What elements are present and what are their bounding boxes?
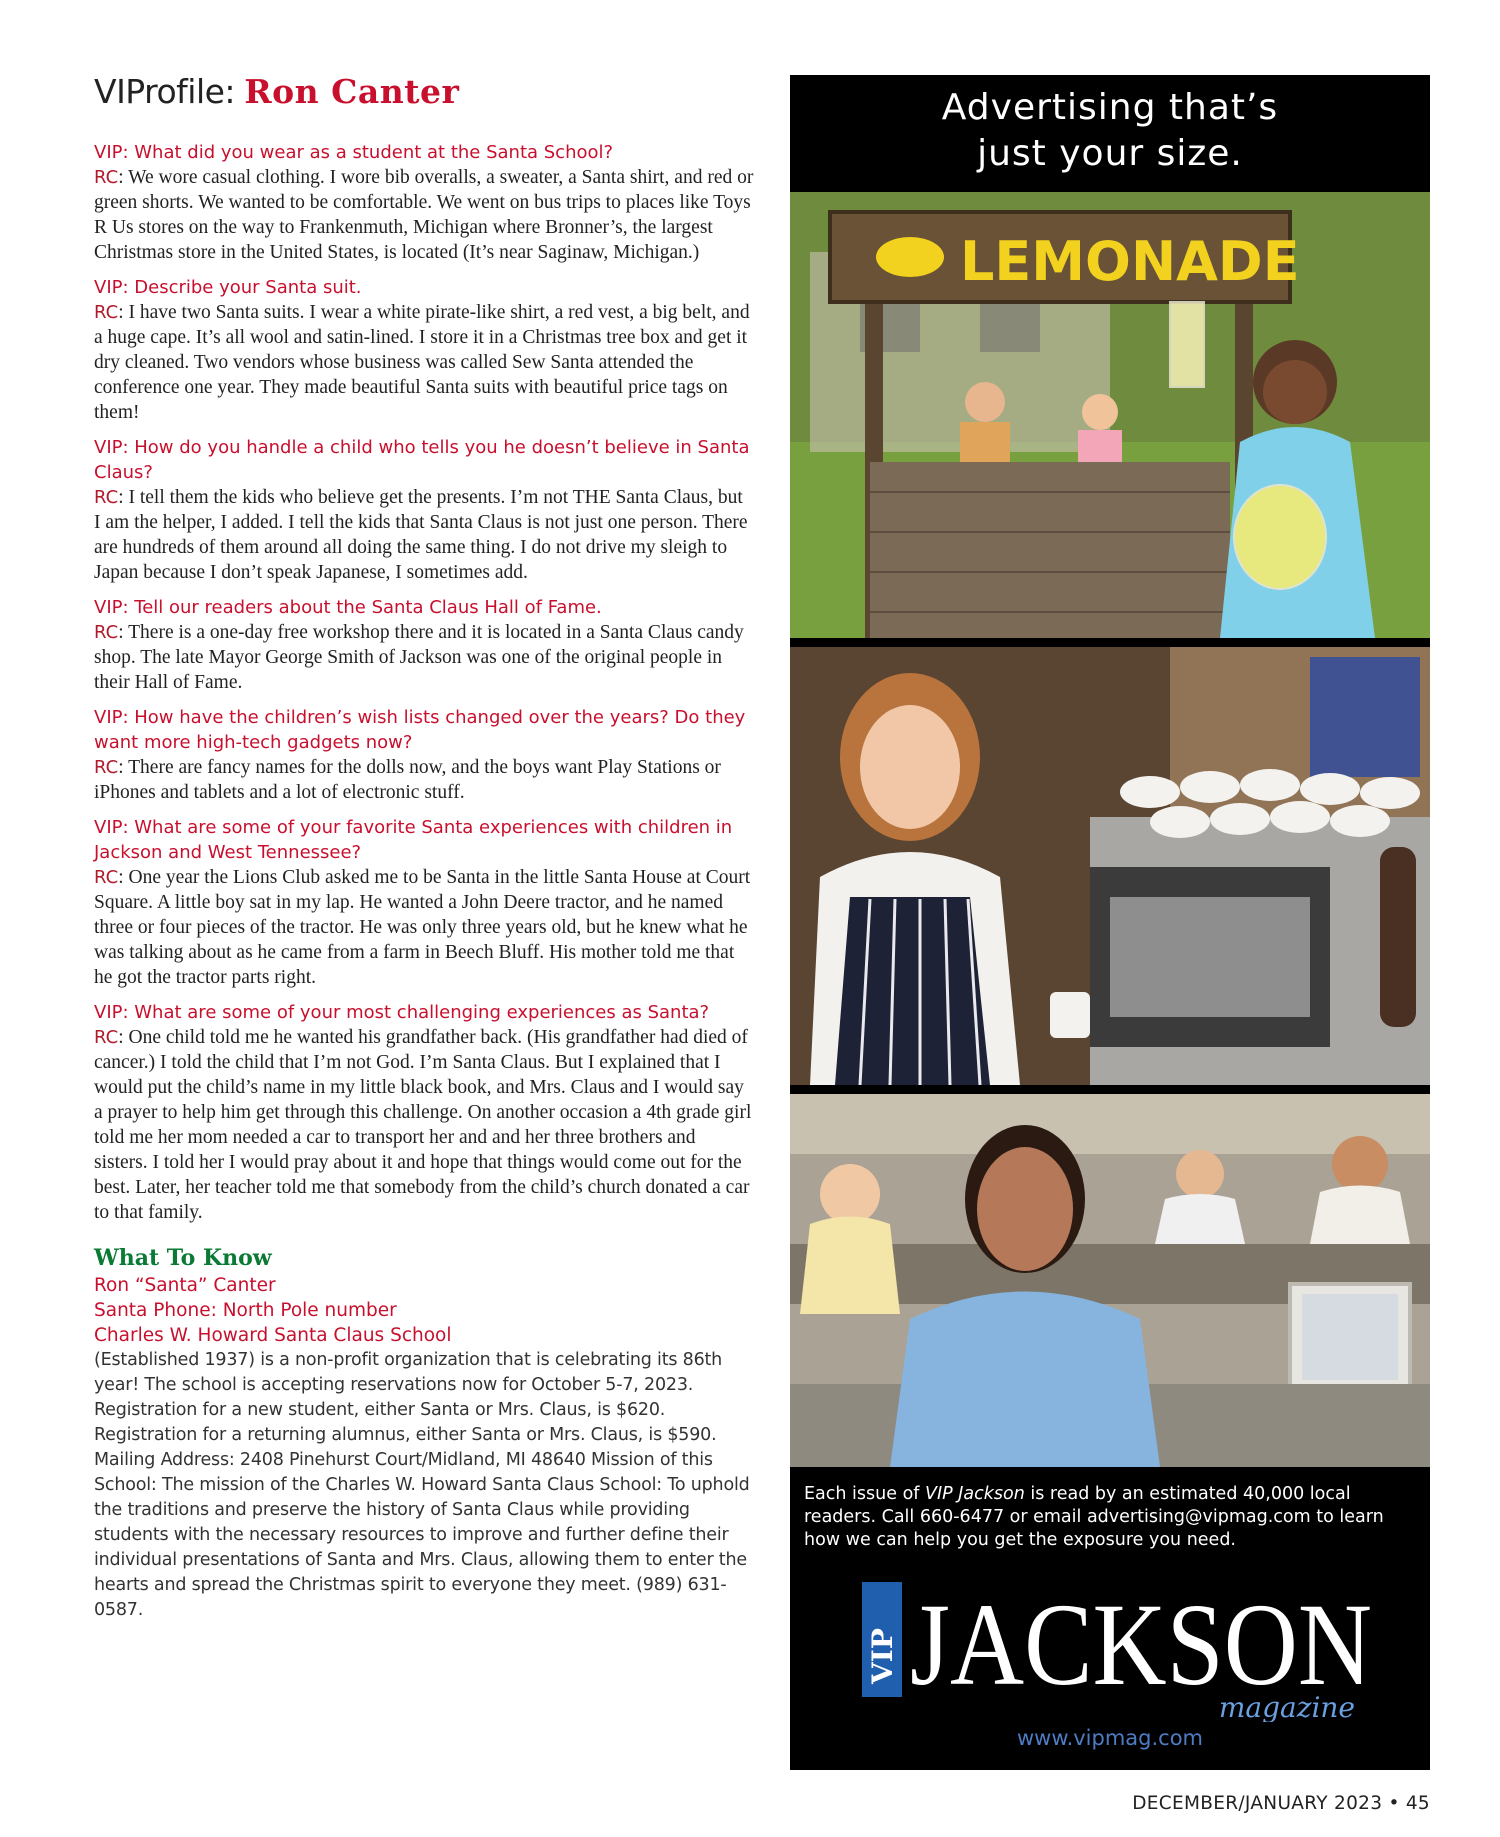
vip-jackson-logo: [860, 1572, 1380, 1722]
answer-speaker: RC: [94, 867, 119, 888]
barista-illustration: [790, 647, 1430, 1085]
ad-headline: [790, 85, 1430, 177]
what-to-know-heading: What To Know: [94, 1245, 272, 1271]
answer: [94, 755, 754, 805]
answer-text: : One child told me he wanted his grandfather back. (His grandfather had died of cancer.) I told the child that I’m not God. I’m Santa Claus. But I explained that I would put the child’s name in my little black book, and Mrs. Claus and I would say a prayer to help him get through this challenge. On another occasion a 4th grade girl told me her mom needed a car to transport her and and her three brothers and sisters. I told her I would pray about it and hope that things would come out for the best. Later, her teacher told me that somebody from the child’s church donated a car to that family.: [94, 1027, 752, 1223]
question: VIP: What are some of your favorite Santa experiences with children in Jackson and West Tennessee?: [94, 817, 733, 863]
logo-magazine: magazine: [1218, 1691, 1355, 1722]
ad-website-link[interactable]: www.vipmag.com: [1016, 1726, 1204, 1750]
logo-vip: VIP: [866, 1628, 899, 1684]
ad-headline-line2: just your size.: [977, 133, 1243, 174]
answer: [94, 1025, 754, 1225]
answer-speaker: RC: [94, 622, 119, 643]
question: VIP: Describe your Santa suit.: [94, 277, 362, 298]
ad-copy-pre: Each issue of: [804, 1484, 926, 1504]
qa-block: [94, 595, 754, 695]
answer-text: : I tell them the kids who believe get the presents. I’m not THE Santa Claus, but I am the helper, I added. I tell the kids that Santa Claus is not just one person. There are hundreds of them around all doing the same thing. I do not drive my sleigh to Japan because I don’t speak Japanese, I sometimes add.: [94, 487, 748, 583]
answer-speaker: RC: [94, 167, 119, 188]
page-title: [94, 72, 754, 112]
answer: [94, 485, 754, 585]
qa-block: [94, 1000, 754, 1225]
lemonade-sign-text: LEMONADE: [960, 230, 1300, 293]
answer: [94, 300, 754, 425]
ad-copy-magazine: VIP Jackson: [925, 1484, 1025, 1504]
article-column: [94, 72, 754, 1623]
title-name: Ron Canter: [244, 72, 460, 111]
ad-headline-line1: Advertising that’s: [941, 87, 1279, 128]
qa-block: [94, 815, 754, 990]
answer-text: : There are fancy names for the dolls now, and the boys want Play Stations or iPhones and tablets and a lot of electronic stuff.: [94, 757, 721, 803]
answer-text: : There is a one-day free workshop there and it is located in a Santa Claus candy shop. The late Mayor George Smith of Jackson was one of the original people in their Hall of Fame.: [94, 622, 744, 693]
know-name: Ron “Santa” Canter: [94, 1275, 276, 1296]
answer-speaker: RC: [94, 302, 119, 323]
question: VIP: How do you handle a child who tells you he doesn’t believe in Santa Claus?: [94, 437, 750, 483]
ad-copy: [804, 1483, 1416, 1552]
qa-block: [94, 140, 754, 265]
logo-jackson: JACKSON: [910, 1579, 1372, 1710]
qa-block: [94, 275, 754, 425]
lemonade-stand-photo: [790, 192, 1430, 638]
answer-text: : We wore casual clothing. I wore bib overalls, a sweater, a Santa shirt, and red or green shorts. We wanted to be comfortable. We went on bus trips to places like Toys R Us stores on the way to Frankenmuth, Michigan where Bronner’s, the largest Christmas store in the United States, is located (It’s near Saginaw, Michigan.): [94, 167, 754, 263]
know-school: Charles W. Howard Santa Claus School: [94, 1325, 452, 1346]
answer: [94, 620, 754, 695]
page-footer: DECEMBER/JANUARY 2023 • 45: [1132, 1793, 1430, 1814]
office-photo: [790, 1094, 1430, 1467]
answer-speaker: RC: [94, 487, 119, 508]
advertisement: [790, 75, 1430, 1770]
answer-text: : I have two Santa suits. I wear a white pirate-like shirt, a red vest, a big belt, and a huge cape. It’s all wool and satin-lined. I store it in a Christmas tree box and get it dry cleaned. Two vendors whose business was called Sew Santa attended the conference one year. They made beautiful Santa suits with beautiful price tags on them!: [94, 302, 750, 423]
know-details: (Established 1937) is a non-profit organization that is celebrating its 86th year! The school is accepting reservations now for October 5-7, 2023. Registration for a new student, either Santa or Mrs. Claus, is $620. Registration for a returning alumnus, either Santa or Mrs. Claus, is $590. Mailing Address: 2408 Pinehurst Court/Midland, MI 48640 Mission of this School: The mission of the Charles W. Howard Santa Claus School: To uphold the traditions and preserve the history of Santa Claus while providing students with the necessary resources to improve and further define their individual presentations of Santa and Mrs. Claus, allowing them to enter the hearts and spread the Christmas spirit to everyone they meet. (989) 631-0587.: [94, 1350, 750, 1620]
office-illustration: [790, 1094, 1430, 1467]
barista-photo: [790, 647, 1430, 1085]
answer-speaker: RC: [94, 1027, 119, 1048]
answer-speaker: RC: [94, 757, 119, 778]
question: VIP: Tell our readers about the Santa Claus Hall of Fame.: [94, 597, 602, 618]
lemonade-stand-illustration: [790, 192, 1430, 638]
question: VIP: What are some of your most challenging experiences as Santa?: [94, 1002, 710, 1023]
title-prefix: VIProfile:: [94, 72, 236, 111]
ad-copy-post: is read by an estimated 40,000 local readers. Call 660-6477 or email advertising@vipmag.com to learn how we can help you get the exposure you need.: [804, 1484, 1384, 1550]
know-phone: Santa Phone: North Pole number: [94, 1300, 397, 1321]
qa-block: [94, 705, 754, 805]
qa-block: [94, 435, 754, 585]
what-to-know-section: [94, 1245, 754, 1623]
answer: [94, 865, 754, 990]
answer-text: : One year the Lions Club asked me to be Santa in the little Santa House at Court Square. A little boy sat in my lap. He wanted a John Deere tractor, and he named three or four pieces of the tractor. He was only three years old, but he knew what he was talking about as he came from a farm in Beech Bluff. His mother told me that he got the tractor parts right.: [94, 867, 751, 988]
question: VIP: How have the children’s wish lists changed over the years? Do they want more high-tech gadgets now?: [94, 707, 746, 753]
answer: [94, 165, 754, 265]
question: VIP: What did you wear as a student at the Santa School?: [94, 142, 614, 163]
